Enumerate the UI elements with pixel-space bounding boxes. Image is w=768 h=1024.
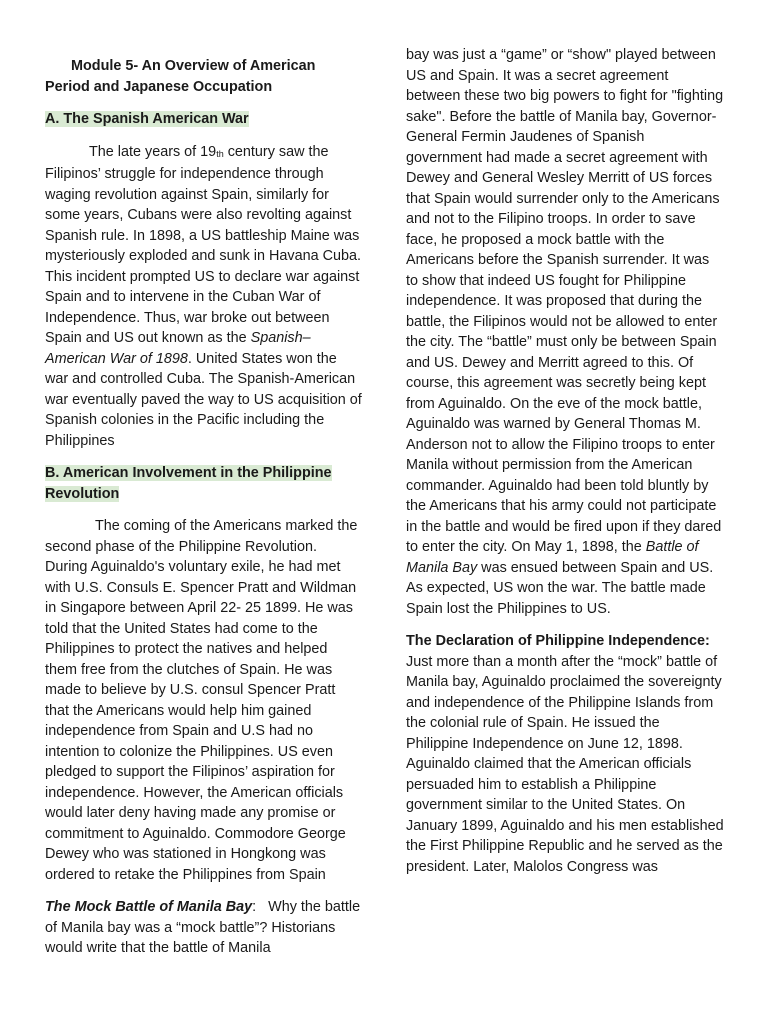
declaration-text: Just more than a month after the “mock” battle of Manila bay, Aguinaldo proclaimed the sovereignty and independence of the Philippine Islands from the colonial rule of Spain. He issued the Philippine Independence on June 12, 1898. Aguinaldo claimed that the American officials persuaded him to establish a Philippine government similar to the United States. On January 1899, Aguinaldo and his men established the First Philippine Republic and he served as the president. Later, Malolos Congress was	[406, 653, 724, 875]
mock-battle-paragraph-start	[45, 897, 363, 959]
section-b-heading-text: B. American Involvement in the Philippine Revolution	[45, 465, 332, 502]
section-a-superscript: th	[216, 148, 224, 159]
declaration-heading: The Declaration of Philippine Independence:	[406, 633, 710, 649]
section-a-heading-text: A. The Spanish American War	[45, 111, 249, 127]
section-a-italic: Spanish–American War of 1898	[45, 330, 311, 367]
mock-battle-end-text: was ensued between Spain and US. As expected, US won the war. The battle made Spain lost the Philippines to US.	[406, 559, 714, 617]
section-a-paragraph	[45, 142, 363, 452]
module-title: Module 5- An Overview of American Period and Japanese Occupation	[45, 58, 316, 95]
section-b-paragraph	[45, 516, 363, 885]
mock-battle-heading: The Mock Battle of Manila Bay	[45, 899, 253, 915]
mock-battle-colon: :	[252, 899, 257, 915]
section-a-text-2: century saw the Filipinos’ struggle for independence through waging revolution against Spain, similarly for some years, Cubans were also revolting against Spanish rule. In 1898, a US battleship Maine was mysteriously exploded and sunk in Havana Cuba. This incident prompted US to declare war against Spain and to intervene in the Cuban War of Independence. Thus, war broke out between Spain and US out known as the	[45, 143, 361, 346]
section-b-heading	[45, 463, 363, 504]
section-a-text-3: . United States won the war and controlled Cuba. The Spanish-American war eventually paved the way to US acquisition of Spanish colonies in the Pacific including the Philippines	[45, 350, 362, 449]
mock-battle-paragraph-continued	[406, 45, 724, 619]
mock-battle-left-text: Why the battle of Manila bay was a “mock battle”? Historians would write that the battle of Manila	[45, 899, 361, 956]
section-a-heading	[45, 109, 363, 130]
section-a-text-1: The late years of 19	[89, 143, 217, 160]
left-column	[45, 56, 363, 971]
declaration-paragraph	[406, 631, 724, 877]
mock-battle-right-text: bay was just a “game” or “show" played between US and Spain. It was a secret agreement between these two big powers to fight for "fighting sake". Before the battle of Manila bay, Governor-General Fermin Jaudenes of Spanish government had made a secret agreement with Dewey and General Wesley Merritt of US forces that Spain would surrender only to the Americans and not to the Filipino troops. In order to save face, he proposed a mock battle with the Americans before the Spanish surrender. It was to show that indeed US fought for Philippine independence. It was proposed that during the battle, the Filipinos would not be allowed to enter the city. The “battle” must only be between Spain and US. Dewey and Merritt agreed to this. Of course, this agreement was secretly being kept from Aguinaldo. On the eve of the mock battle, Aguinaldo was warned by General Thomas M. Anderson not to allow the Filipino troops to enter Manila without permission from the American commander. Aguinaldo had been told bluntly by the Americans that his army could not participate in the battle and would be fired upon if they dared to enter the city. On May 1, 1898, the	[406, 47, 724, 555]
section-b-text: The coming of the Americans marked the second phase of the Philippine Revolution. During Aguinaldo's voluntary exile, he had met with U.S. Consuls E. Spencer Pratt and Wildman in Singapore between April 22- 25 1899. He was told that the United States had come to the Philippines to protect the natives and helped them free from the clutches of Spain. He was made to believe by U.S. consul Spencer Pratt that the Americans would help him gained independence from Spain and U.S had no intention to colonize the Philippines. US even pledged to support the Filipinos’ aspiration for independence. However, the American officials would later deny having made any promise or commitment to Aguinaldo. Commodore George Dewey who was stationed in Hongkong was ordered to retake the Philippines from Spain	[45, 518, 358, 883]
battle-of-manila-bay-italic: Battle of Manila Bay	[406, 539, 699, 576]
right-column	[406, 45, 724, 889]
